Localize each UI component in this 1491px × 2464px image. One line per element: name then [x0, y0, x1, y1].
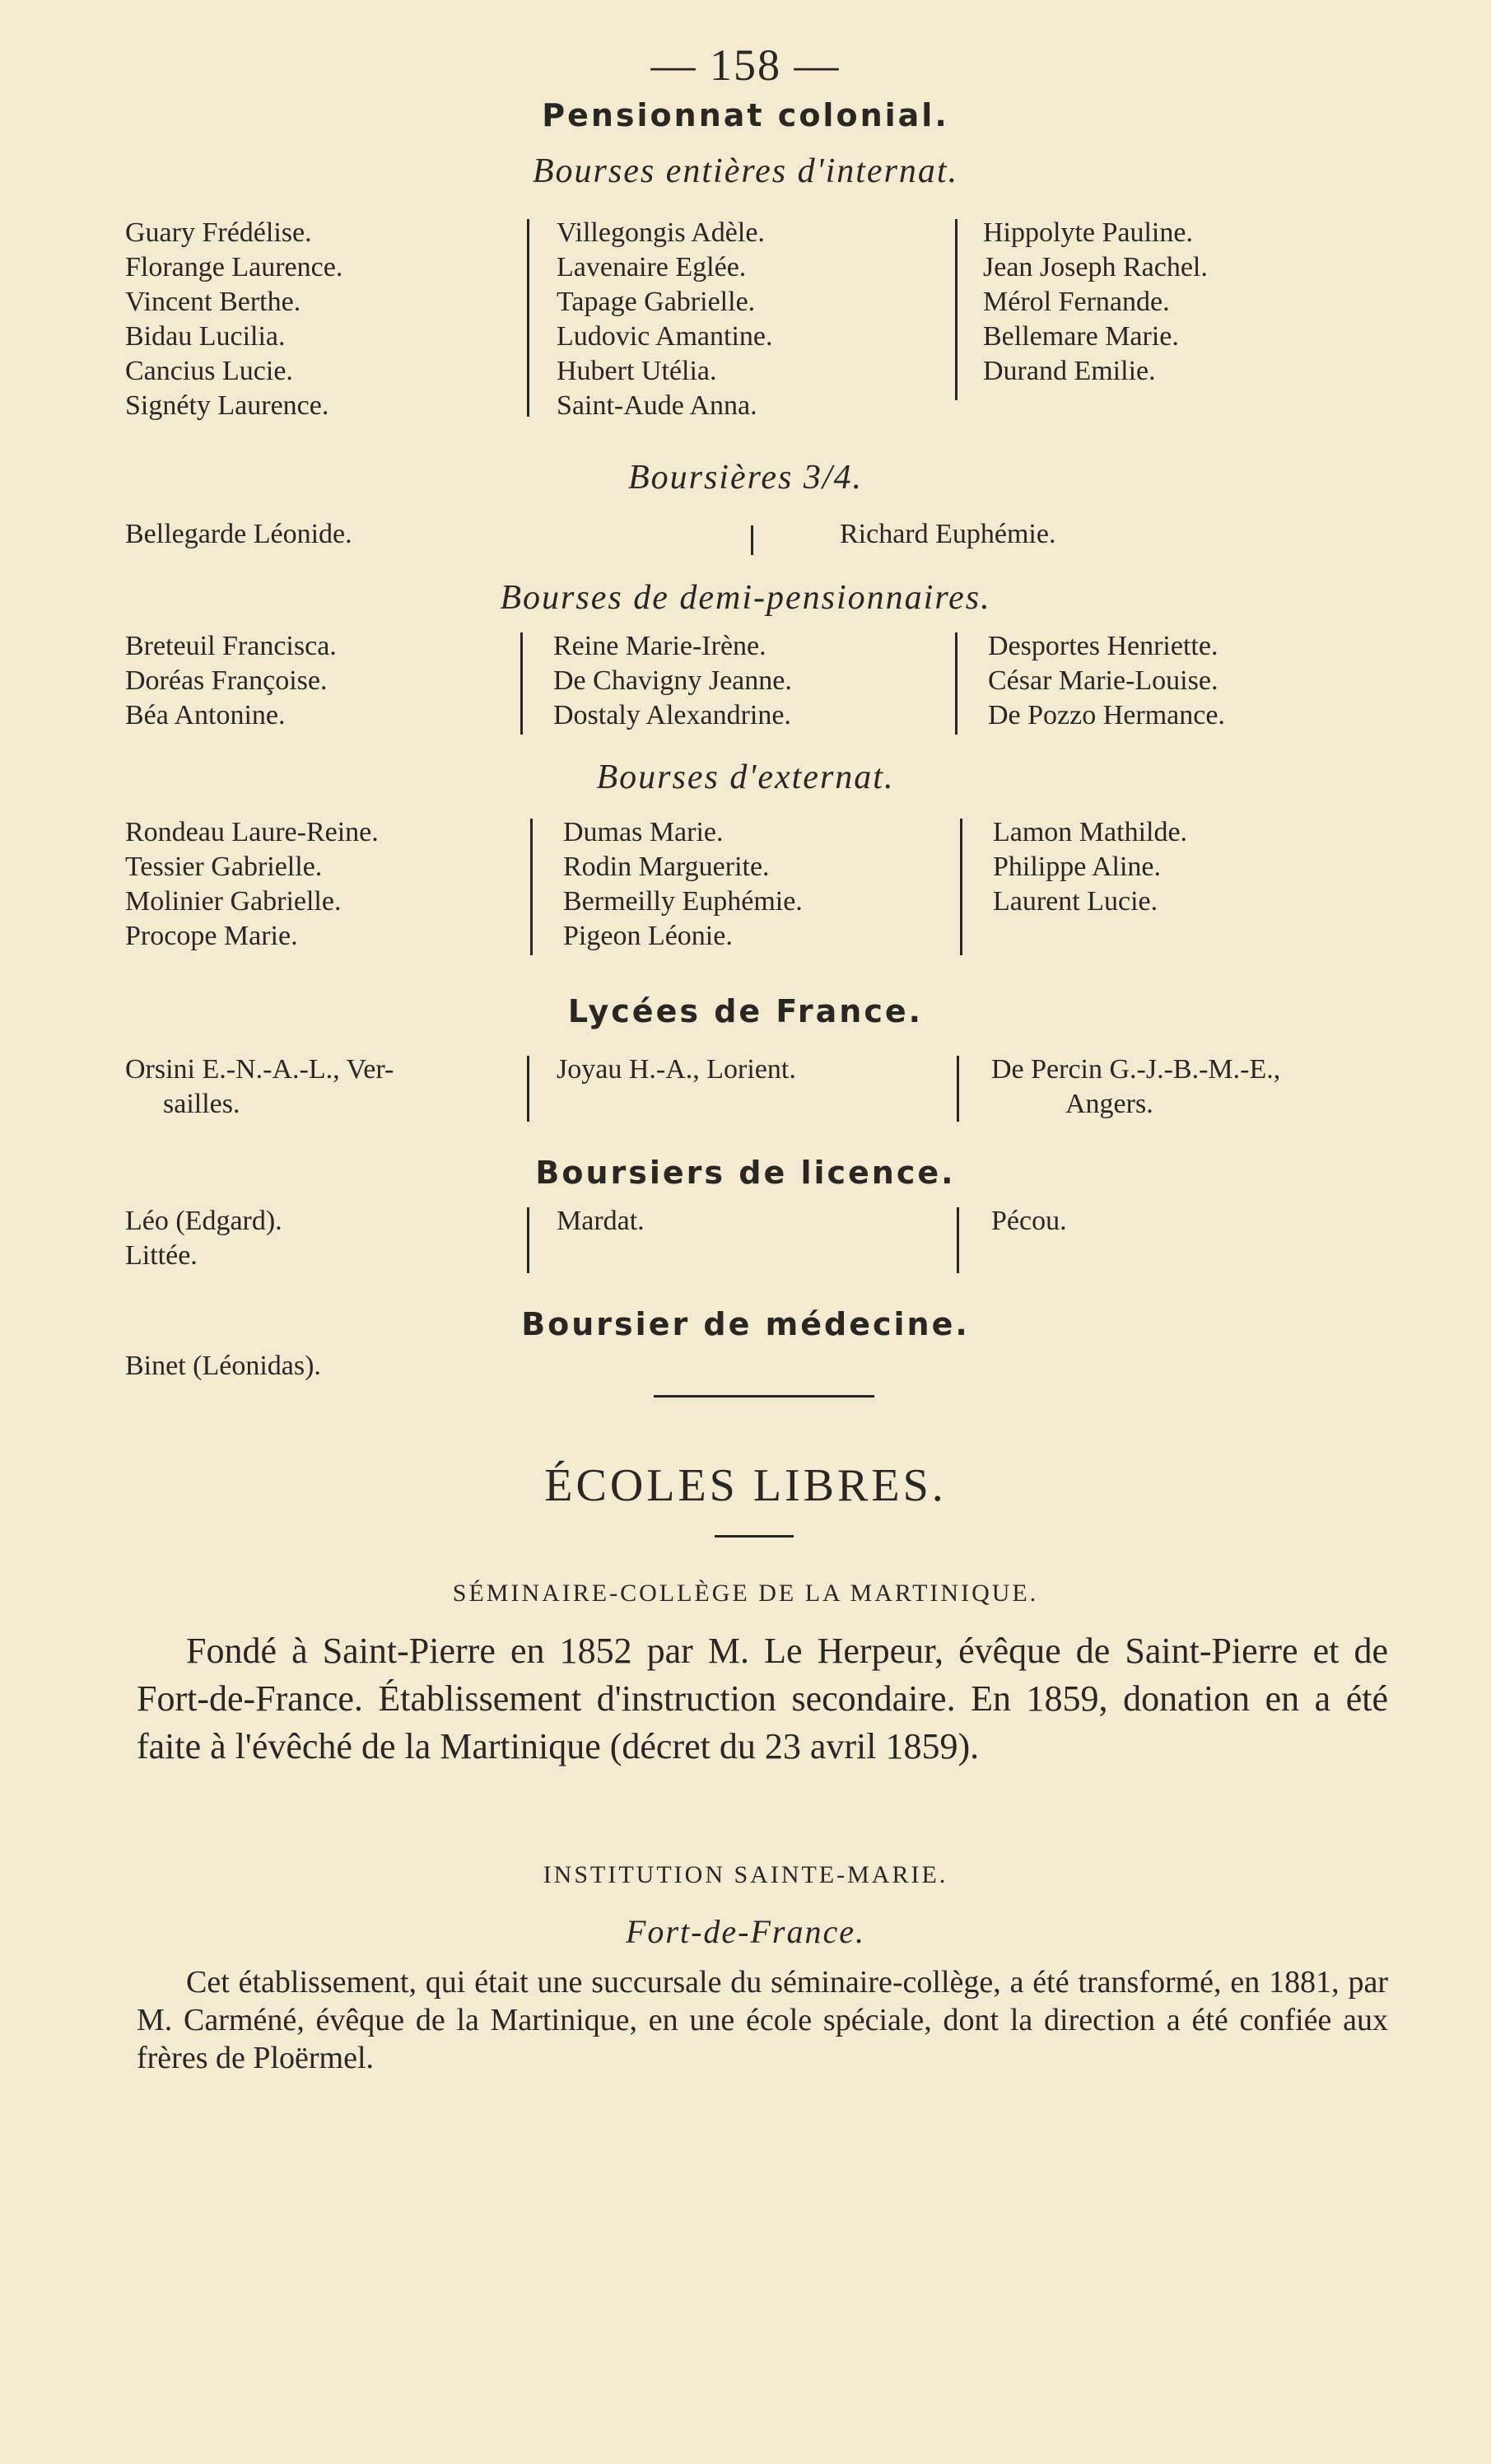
- list-item: Durand Emilie.: [983, 356, 1156, 386]
- list-item: Lamon Mathilde.: [993, 817, 1188, 847]
- subheading-externat: Bourses d'externat.: [596, 758, 895, 796]
- list-item: Rondeau Laure-Reine.: [125, 817, 379, 847]
- list-item: Procope Marie.: [125, 921, 298, 951]
- column-1: [125, 1349, 321, 1384]
- list-item: Philippe Aline.: [993, 852, 1161, 882]
- list-item: Binet (Léonidas).: [125, 1351, 321, 1381]
- list-item: Saint-Aude Anna.: [557, 390, 757, 421]
- list-item: Guary Frédélise.: [125, 217, 312, 248]
- column-2: [557, 1204, 645, 1239]
- paragraph-seminaire: Fondé à Saint-Pierre en 1852 par M. Le Herpeur, évêque de Saint-Pierre et de Fort-de-France. Établissement d'instruction secondaire. En 1859, donation en a été faite à l'évêché de la Martinique (décret du 23 avril 1859).: [137, 1631, 1388, 1766]
- list-item: Dumas Marie.: [563, 817, 724, 847]
- list-item: César Marie-Louise.: [988, 665, 1218, 696]
- column-1: [125, 1204, 282, 1273]
- column-3: [988, 629, 1225, 733]
- section-heading-pensionnat: Pensionnat colonial.: [542, 97, 949, 133]
- list-item: Dostaly Alexandrine.: [553, 700, 791, 730]
- list-item: Léo (Edgard).: [125, 1206, 282, 1236]
- column-divider: [527, 1056, 529, 1122]
- list-item: Joyau H.-A., Lorient.: [557, 1054, 796, 1085]
- list-item: Molinier Gabrielle.: [125, 886, 342, 917]
- column-divider: [520, 632, 523, 735]
- list-item: Mardat.: [557, 1206, 645, 1236]
- list-item: Cancius Lucie.: [125, 356, 293, 386]
- list-item: Laurent Lucie.: [993, 886, 1158, 917]
- institution-place: Fort-de-France.: [625, 1913, 865, 1950]
- column-1: [125, 216, 342, 423]
- list-item: Villegongis Adèle.: [557, 217, 765, 248]
- list-item: Mérol Fernande.: [983, 287, 1170, 317]
- list-item: Doréas Françoise.: [125, 665, 328, 696]
- heading-seminaire: SÉMINAIRE-COLLÈGE DE LA MARTINIQUE.: [452, 1580, 1039, 1607]
- column-3: [993, 815, 1187, 919]
- list-item: Reine Marie-Irène.: [553, 631, 766, 661]
- list-item: Orsini E.-N.-A.-L., Ver-: [125, 1054, 394, 1085]
- title-underline: [715, 1535, 794, 1538]
- paragraph-institution: Cet établissement, qui était une succursale du séminaire-collège, a été transformé, en 1881, par M. Carméné, évêque de la Martinique, en une école spéciale, dont la direction a été confiée aux frères de Ploërmel.: [137, 1965, 1388, 2075]
- list-item: Desportes Henriette.: [988, 631, 1218, 661]
- list-item: Tessier Gabrielle.: [125, 852, 323, 882]
- subheading-internat: Bourses entières d'internat.: [532, 152, 959, 190]
- list-item: Hubert Utélia.: [557, 356, 717, 386]
- column-divider: [960, 819, 962, 955]
- list-item: Hippolyte Pauline.: [983, 217, 1193, 248]
- column-divider: [957, 1207, 959, 1273]
- list-item-continuation: Angers.: [1065, 1089, 1153, 1119]
- list-item: Richard Euphémie.: [840, 519, 1056, 549]
- column-1: [125, 815, 379, 954]
- list-item: Signéty Laurence.: [125, 390, 329, 421]
- list-item: Tapage Gabrielle.: [557, 287, 756, 317]
- column-2: [553, 629, 792, 733]
- list-item: Breteuil Francisca.: [125, 631, 337, 661]
- column-2: [557, 216, 773, 423]
- list-item: Pécou.: [991, 1206, 1067, 1236]
- column-divider: [527, 1207, 529, 1273]
- section-heading-lycees: Lycées de France.: [567, 993, 924, 1029]
- heading-institution: INSTITUTION SAINTE-MARIE.: [543, 1861, 948, 1888]
- page-title-ecoles: ÉCOLES LIBRES.: [544, 1460, 947, 1511]
- subheading-demi: Bourses de demi-pensionnaires.: [500, 579, 991, 617]
- column-divider: [751, 525, 753, 555]
- list-item: Rodin Marguerite.: [563, 852, 770, 882]
- list-item: Jean Joseph Rachel.: [983, 252, 1208, 282]
- list-item: Bellegarde Léonide.: [125, 519, 352, 549]
- list-item: De Pozzo Hermance.: [988, 700, 1225, 730]
- column-1: [125, 1052, 394, 1122]
- column-3: [991, 1204, 1067, 1239]
- list-item: Vincent Berthe.: [125, 287, 301, 317]
- list-item: Lavenaire Eglée.: [557, 252, 747, 282]
- list-item: Littée.: [125, 1240, 198, 1271]
- list-item: De Chavigny Jeanne.: [553, 665, 792, 696]
- column-3: [983, 216, 1208, 389]
- section-divider: [654, 1395, 874, 1398]
- section-heading-medecine: Boursier de médecine.: [521, 1306, 970, 1342]
- column-2: [840, 517, 1055, 552]
- column-divider: [530, 819, 533, 955]
- column-1: [125, 517, 352, 552]
- subheading-trois-quarts: Boursières 3/4.: [627, 459, 864, 497]
- column-3: [991, 1052, 1280, 1122]
- list-item: Ludovic Amantine.: [557, 321, 773, 352]
- list-item: Pigeon Léonie.: [563, 921, 733, 951]
- list-item: De Percin G.-J.-B.-M.-E.,: [991, 1054, 1281, 1085]
- column-divider: [957, 1056, 959, 1122]
- column-2: [557, 1052, 796, 1087]
- column-divider: [955, 219, 958, 400]
- column-divider: [955, 632, 958, 735]
- column-divider: [527, 219, 529, 417]
- section-heading-licence: Boursiers de licence.: [535, 1155, 956, 1191]
- list-item: Bidau Lucilia.: [125, 321, 286, 352]
- column-2: [563, 815, 803, 954]
- column-1: [125, 629, 337, 733]
- list-item: Bermeilly Euphémie.: [563, 886, 803, 917]
- list-item: Béa Antonine.: [125, 700, 286, 730]
- page-number: — 158 —: [650, 40, 841, 90]
- list-item-continuation: sailles.: [163, 1089, 240, 1119]
- list-item: Florange Laurence.: [125, 252, 343, 282]
- list-item: Bellemare Marie.: [983, 321, 1179, 352]
